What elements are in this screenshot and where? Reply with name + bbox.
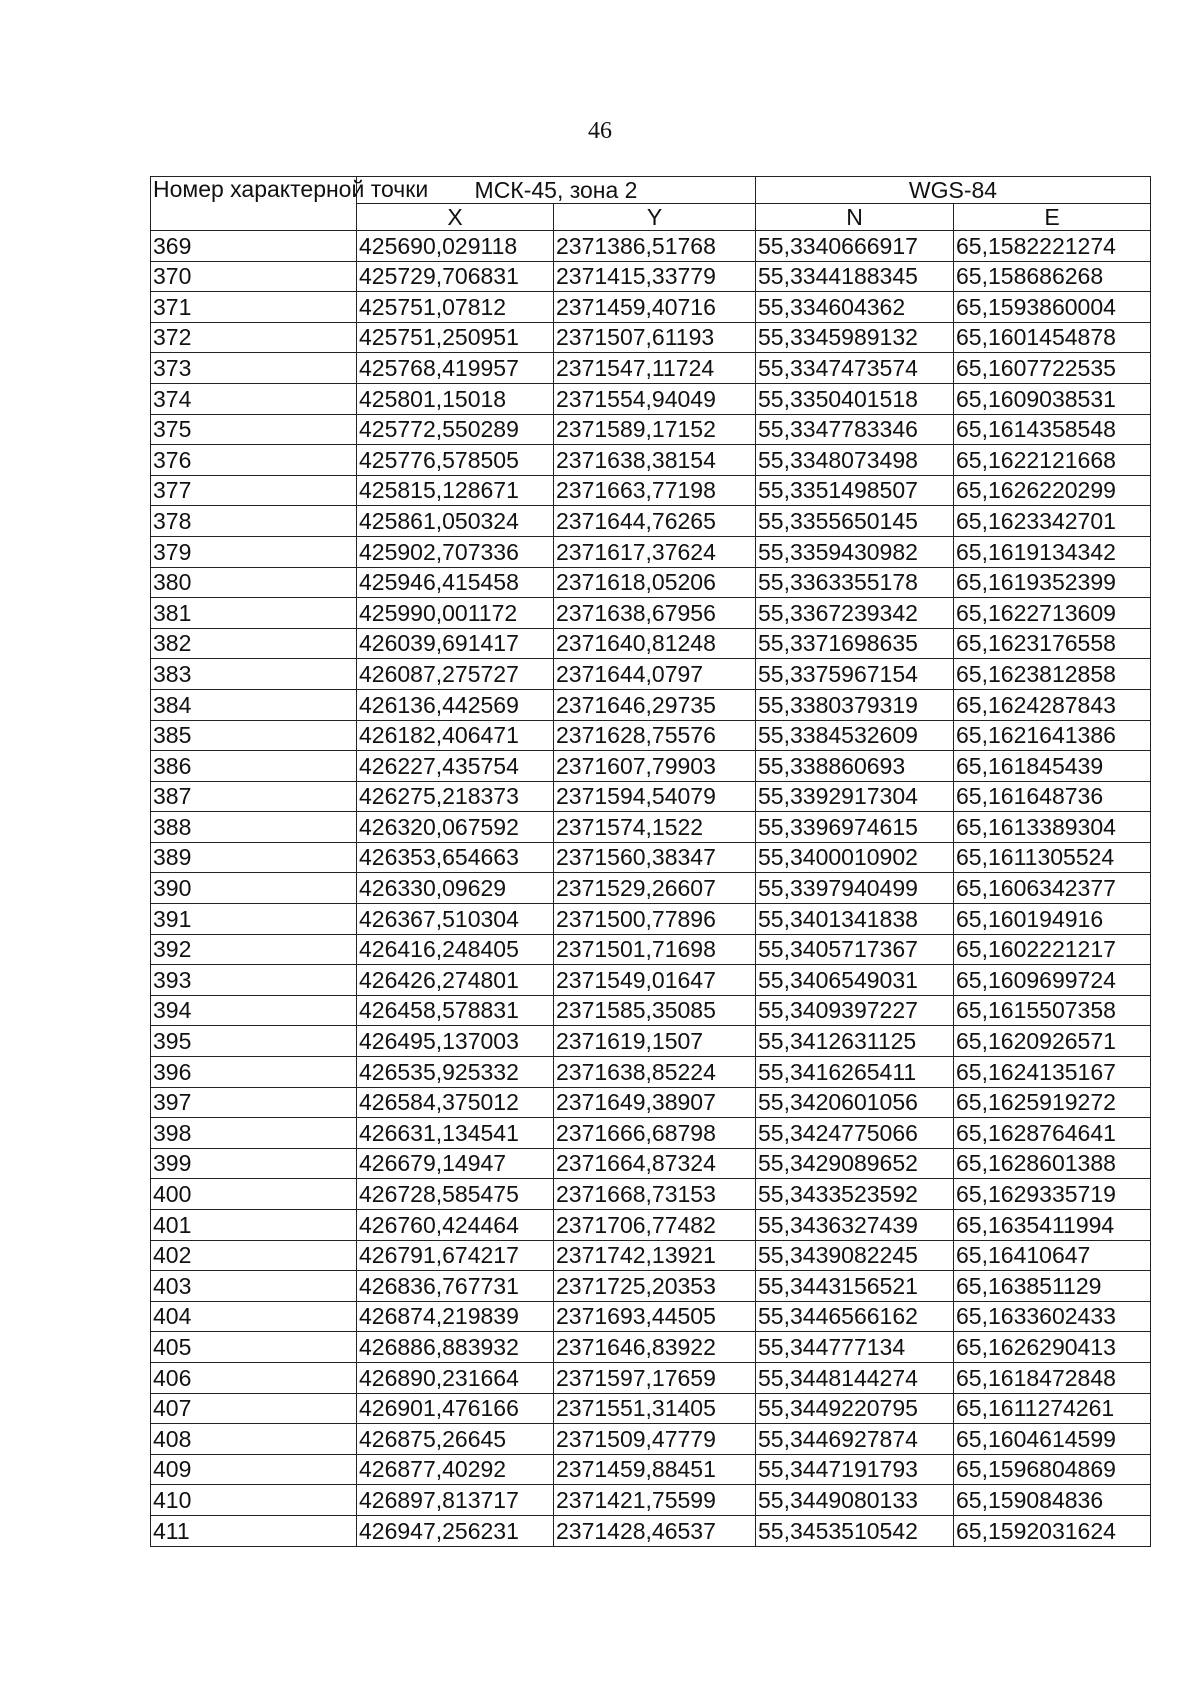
point-number-cell: 380 <box>151 567 357 598</box>
x-cell: 426353,654663 <box>357 842 554 873</box>
table-row <box>151 475 1151 506</box>
x-cell: 426584,375012 <box>357 1087 554 1118</box>
y-cell: 2371646,83922 <box>554 1332 756 1363</box>
point-number-cell: 393 <box>151 965 357 996</box>
n-cell: 55,3340666917 <box>756 231 954 262</box>
table-row <box>151 1057 1151 1088</box>
point-number-cell: 373 <box>151 353 357 384</box>
y-cell: 2371666,68798 <box>554 1118 756 1149</box>
point-number-cell: 398 <box>151 1118 357 1149</box>
point-number-cell: 389 <box>151 842 357 873</box>
point-number-cell: 390 <box>151 873 357 904</box>
n-cell: 55,3443156521 <box>756 1271 954 1302</box>
point-number-cell: 387 <box>151 781 357 812</box>
y-column-header: Y <box>554 204 756 231</box>
x-column-header: X <box>357 204 554 231</box>
y-cell: 2371644,76265 <box>554 506 756 537</box>
x-cell: 426890,231664 <box>357 1362 554 1393</box>
x-cell: 426136,442569 <box>357 689 554 720</box>
point-number-cell: 409 <box>151 1454 357 1485</box>
n-cell: 55,3380379319 <box>756 689 954 720</box>
x-cell: 426458,578831 <box>357 995 554 1026</box>
table-row <box>151 414 1151 445</box>
n-cell: 55,3447191793 <box>756 1454 954 1485</box>
y-cell: 2371607,79903 <box>554 751 756 782</box>
y-cell: 2371547,11724 <box>554 353 756 384</box>
e-cell: 65,1624135167 <box>954 1057 1151 1088</box>
point-number-cell: 395 <box>151 1026 357 1057</box>
x-cell: 426874,219839 <box>357 1301 554 1332</box>
x-cell: 426495,137003 <box>357 1026 554 1057</box>
e-cell: 65,1618472848 <box>954 1362 1151 1393</box>
x-cell: 426947,256231 <box>357 1515 554 1546</box>
n-column-header: N <box>756 204 954 231</box>
e-cell: 65,1620926571 <box>954 1026 1151 1057</box>
e-cell: 65,160194916 <box>954 904 1151 935</box>
table-row <box>151 383 1151 414</box>
n-cell: 55,3409397227 <box>756 995 954 1026</box>
y-cell: 2371617,37624 <box>554 536 756 567</box>
y-cell: 2371554,94049 <box>554 383 756 414</box>
n-cell: 55,3397940499 <box>756 873 954 904</box>
x-cell: 425729,706831 <box>357 261 554 292</box>
point-number-cell: 388 <box>151 812 357 843</box>
table-row <box>151 353 1151 384</box>
point-number-cell: 400 <box>151 1179 357 1210</box>
table-row <box>151 322 1151 353</box>
x-cell: 426330,09629 <box>357 873 554 904</box>
x-cell: 425902,707336 <box>357 536 554 567</box>
table-row <box>151 1362 1151 1393</box>
y-cell: 2371549,01647 <box>554 965 756 996</box>
e-cell: 65,159084836 <box>954 1485 1151 1516</box>
y-cell: 2371529,26607 <box>554 873 756 904</box>
e-cell: 65,1609038531 <box>954 383 1151 414</box>
x-cell: 425768,419957 <box>357 353 554 384</box>
e-cell: 65,1628764641 <box>954 1118 1151 1149</box>
y-cell: 2371415,33779 <box>554 261 756 292</box>
point-number-cell: 369 <box>151 231 357 262</box>
table-row <box>151 812 1151 843</box>
y-cell: 2371646,29735 <box>554 689 756 720</box>
e-cell: 65,1623812858 <box>954 659 1151 690</box>
y-cell: 2371668,73153 <box>554 1179 756 1210</box>
y-cell: 2371574,1522 <box>554 812 756 843</box>
n-cell: 55,3396974615 <box>756 812 954 843</box>
table-row <box>151 292 1151 323</box>
header-row-groups <box>151 177 1151 204</box>
point-number-cell: 372 <box>151 322 357 353</box>
table-row <box>151 842 1151 873</box>
table-row <box>151 1485 1151 1516</box>
table-row <box>151 995 1151 1026</box>
n-cell: 55,3406549031 <box>756 965 954 996</box>
e-cell: 65,1621641386 <box>954 720 1151 751</box>
x-cell: 426426,274801 <box>357 965 554 996</box>
e-column-header: E <box>954 204 1151 231</box>
x-cell: 426886,883932 <box>357 1332 554 1363</box>
y-cell: 2371589,17152 <box>554 414 756 445</box>
point-number-cell: 377 <box>151 475 357 506</box>
y-cell: 2371638,85224 <box>554 1057 756 1088</box>
point-number-cell: 384 <box>151 689 357 720</box>
y-cell: 2371509,47779 <box>554 1424 756 1455</box>
table-row <box>151 1271 1151 1302</box>
point-number-cell: 391 <box>151 904 357 935</box>
point-number-cell: 401 <box>151 1210 357 1241</box>
n-cell: 55,3348073498 <box>756 445 954 476</box>
y-cell: 2371725,20353 <box>554 1271 756 1302</box>
n-cell: 55,3363355178 <box>756 567 954 598</box>
y-cell: 2371664,87324 <box>554 1148 756 1179</box>
n-cell: 55,3344188345 <box>756 261 954 292</box>
point-number-cell: 370 <box>151 261 357 292</box>
n-cell: 55,338860693 <box>756 751 954 782</box>
n-cell: 55,3436327439 <box>756 1210 954 1241</box>
n-cell: 55,3350401518 <box>756 383 954 414</box>
y-cell: 2371594,54079 <box>554 781 756 812</box>
e-cell: 65,16410647 <box>954 1240 1151 1271</box>
e-cell: 65,1601454878 <box>954 322 1151 353</box>
e-cell: 65,1611274261 <box>954 1393 1151 1424</box>
table-row <box>151 689 1151 720</box>
e-cell: 65,158686268 <box>954 261 1151 292</box>
x-cell: 426416,248405 <box>357 934 554 965</box>
e-cell: 65,1628601388 <box>954 1148 1151 1179</box>
e-cell: 65,1596804869 <box>954 1454 1151 1485</box>
x-cell: 426791,674217 <box>357 1240 554 1271</box>
x-cell: 426275,218373 <box>357 781 554 812</box>
e-cell: 65,1592031624 <box>954 1515 1151 1546</box>
y-cell: 2371500,77896 <box>554 904 756 935</box>
x-cell: 426897,813717 <box>357 1485 554 1516</box>
y-cell: 2371742,13921 <box>554 1240 756 1271</box>
n-cell: 55,3375967154 <box>756 659 954 690</box>
e-cell: 65,161845439 <box>954 751 1151 782</box>
x-cell: 426875,26645 <box>357 1424 554 1455</box>
e-cell: 65,161648736 <box>954 781 1151 812</box>
e-cell: 65,1615507358 <box>954 995 1151 1026</box>
x-cell: 426836,767731 <box>357 1271 554 1302</box>
table-row <box>151 1179 1151 1210</box>
x-cell: 426039,691417 <box>357 628 554 659</box>
table-row <box>151 1026 1151 1057</box>
point-number-cell: 394 <box>151 995 357 1026</box>
n-cell: 55,3446566162 <box>756 1301 954 1332</box>
table-row <box>151 934 1151 965</box>
point-number-cell: 379 <box>151 536 357 567</box>
e-cell: 65,1611305524 <box>954 842 1151 873</box>
y-cell: 2371585,35085 <box>554 995 756 1026</box>
e-cell: 65,1635411994 <box>954 1210 1151 1241</box>
n-cell: 55,3439082245 <box>756 1240 954 1271</box>
x-cell: 425815,128671 <box>357 475 554 506</box>
n-cell: 55,3351498507 <box>756 475 954 506</box>
e-cell: 65,1623176558 <box>954 628 1151 659</box>
point-number-cell: 385 <box>151 720 357 751</box>
x-cell: 426320,067592 <box>357 812 554 843</box>
point-number-cell: 410 <box>151 1485 357 1516</box>
n-cell: 55,3367239342 <box>756 598 954 629</box>
table-row <box>151 751 1151 782</box>
table-row <box>151 1148 1151 1179</box>
y-cell: 2371507,61193 <box>554 322 756 353</box>
coordinates-table <box>150 176 1151 1547</box>
point-number-cell: 378 <box>151 506 357 537</box>
y-cell: 2371649,38907 <box>554 1087 756 1118</box>
point-number-cell: 411 <box>151 1515 357 1546</box>
x-cell: 426182,406471 <box>357 720 554 751</box>
e-cell: 65,1609699724 <box>954 965 1151 996</box>
n-cell: 55,3424775066 <box>756 1118 954 1149</box>
table-row <box>151 445 1151 476</box>
point-number-cell: 399 <box>151 1148 357 1179</box>
point-number-cell: 371 <box>151 292 357 323</box>
y-cell: 2371644,0797 <box>554 659 756 690</box>
e-cell: 65,1626220299 <box>954 475 1151 506</box>
n-cell: 55,3429089652 <box>756 1148 954 1179</box>
point-number-cell: 376 <box>151 445 357 476</box>
y-cell: 2371459,88451 <box>554 1454 756 1485</box>
x-cell: 426901,476166 <box>357 1393 554 1424</box>
x-cell: 425861,050324 <box>357 506 554 537</box>
x-cell: 426760,424464 <box>357 1210 554 1241</box>
y-cell: 2371638,38154 <box>554 445 756 476</box>
x-cell: 425690,029118 <box>357 231 554 262</box>
e-cell: 65,1602221217 <box>954 934 1151 965</box>
n-cell: 55,3433523592 <box>756 1179 954 1210</box>
n-cell: 55,3347473574 <box>756 353 954 384</box>
n-cell: 55,3371698635 <box>756 628 954 659</box>
point-number-cell: 383 <box>151 659 357 690</box>
point-number-cell: 403 <box>151 1271 357 1302</box>
e-cell: 65,1607722535 <box>954 353 1151 384</box>
n-cell: 55,3449220795 <box>756 1393 954 1424</box>
point-number-cell: 382 <box>151 628 357 659</box>
y-cell: 2371640,81248 <box>554 628 756 659</box>
table-row <box>151 1240 1151 1271</box>
x-cell: 426227,435754 <box>357 751 554 782</box>
x-cell: 426877,40292 <box>357 1454 554 1485</box>
x-cell: 425751,07812 <box>357 292 554 323</box>
table-row <box>151 1301 1151 1332</box>
point-number-cell: 406 <box>151 1362 357 1393</box>
y-cell: 2371597,17659 <box>554 1362 756 1393</box>
point-number-cell: 374 <box>151 383 357 414</box>
e-cell: 65,1604614599 <box>954 1424 1151 1455</box>
x-cell: 425990,001172 <box>357 598 554 629</box>
e-cell: 65,1619352399 <box>954 567 1151 598</box>
point-number-cell: 408 <box>151 1424 357 1455</box>
table-row <box>151 1210 1151 1241</box>
point-number-cell: 396 <box>151 1057 357 1088</box>
point-number-cell: 405 <box>151 1332 357 1363</box>
table-row <box>151 1118 1151 1149</box>
table-row <box>151 781 1151 812</box>
x-cell: 426679,14947 <box>357 1148 554 1179</box>
n-cell: 55,3448144274 <box>756 1362 954 1393</box>
e-cell: 65,1624287843 <box>954 689 1151 720</box>
table-row <box>151 1332 1151 1363</box>
table-row <box>151 965 1151 996</box>
point-number-header: Номер характерной точки <box>151 177 357 231</box>
point-number-cell: 392 <box>151 934 357 965</box>
x-cell: 426535,925332 <box>357 1057 554 1088</box>
n-cell: 55,3355650145 <box>756 506 954 537</box>
x-cell: 425946,415458 <box>357 567 554 598</box>
table-row <box>151 720 1151 751</box>
y-cell: 2371421,75599 <box>554 1485 756 1516</box>
e-cell: 65,1582221274 <box>954 231 1151 262</box>
x-cell: 426367,510304 <box>357 904 554 935</box>
table-row <box>151 659 1151 690</box>
y-cell: 2371638,67956 <box>554 598 756 629</box>
point-number-cell: 407 <box>151 1393 357 1424</box>
table-row <box>151 231 1151 262</box>
n-cell: 55,3420601056 <box>756 1087 954 1118</box>
n-cell: 55,3400010902 <box>756 842 954 873</box>
y-cell: 2371693,44505 <box>554 1301 756 1332</box>
n-cell: 55,3384532609 <box>756 720 954 751</box>
table-row <box>151 1515 1151 1546</box>
x-cell: 425772,550289 <box>357 414 554 445</box>
y-cell: 2371618,05206 <box>554 567 756 598</box>
e-cell: 65,1629335719 <box>954 1179 1151 1210</box>
n-cell: 55,3405717367 <box>756 934 954 965</box>
point-number-cell: 397 <box>151 1087 357 1118</box>
table-row <box>151 261 1151 292</box>
y-cell: 2371628,75576 <box>554 720 756 751</box>
n-cell: 55,3345989132 <box>756 322 954 353</box>
point-number-cell: 381 <box>151 598 357 629</box>
x-cell: 426631,134541 <box>357 1118 554 1149</box>
n-cell: 55,3347783346 <box>756 414 954 445</box>
e-cell: 65,1625919272 <box>954 1087 1151 1118</box>
wgs-group-header: WGS-84 <box>756 177 1151 204</box>
n-cell: 55,334604362 <box>756 292 954 323</box>
table-row <box>151 1087 1151 1118</box>
y-cell: 2371386,51768 <box>554 231 756 262</box>
e-cell: 65,1622713609 <box>954 598 1151 629</box>
n-cell: 55,3453510542 <box>756 1515 954 1546</box>
e-cell: 65,1614358548 <box>954 414 1151 445</box>
n-cell: 55,3401341838 <box>756 904 954 935</box>
point-number-cell: 386 <box>151 751 357 782</box>
e-cell: 65,1613389304 <box>954 812 1151 843</box>
n-cell: 55,3392917304 <box>756 781 954 812</box>
n-cell: 55,344777134 <box>756 1332 954 1363</box>
n-cell: 55,3412631125 <box>756 1026 954 1057</box>
table-row <box>151 1393 1151 1424</box>
page-number: 46 <box>588 118 612 144</box>
y-cell: 2371706,77482 <box>554 1210 756 1241</box>
x-cell: 425751,250951 <box>357 322 554 353</box>
table-row <box>151 904 1151 935</box>
x-cell: 425801,15018 <box>357 383 554 414</box>
e-cell: 65,1622121668 <box>954 445 1151 476</box>
e-cell: 65,1606342377 <box>954 873 1151 904</box>
y-cell: 2371501,71698 <box>554 934 756 965</box>
table-body <box>151 231 1151 1547</box>
y-cell: 2371551,31405 <box>554 1393 756 1424</box>
e-cell: 65,1633602433 <box>954 1301 1151 1332</box>
n-cell: 55,3359430982 <box>756 536 954 567</box>
msk-group-header: МСК-45, зона 2 <box>357 177 756 204</box>
e-cell: 65,1593860004 <box>954 292 1151 323</box>
y-cell: 2371663,77198 <box>554 475 756 506</box>
e-cell: 65,1623342701 <box>954 506 1151 537</box>
point-number-cell: 402 <box>151 1240 357 1271</box>
table-row <box>151 628 1151 659</box>
n-cell: 55,3446927874 <box>756 1424 954 1455</box>
n-cell: 55,3416265411 <box>756 1057 954 1088</box>
y-cell: 2371428,46537 <box>554 1515 756 1546</box>
point-number-cell: 375 <box>151 414 357 445</box>
x-cell: 426728,585475 <box>357 1179 554 1210</box>
table-row <box>151 1454 1151 1485</box>
y-cell: 2371619,1507 <box>554 1026 756 1057</box>
table-row <box>151 567 1151 598</box>
y-cell: 2371459,40716 <box>554 292 756 323</box>
table-row <box>151 506 1151 537</box>
table-row <box>151 873 1151 904</box>
table-row <box>151 598 1151 629</box>
table-row <box>151 536 1151 567</box>
e-cell: 65,163851129 <box>954 1271 1151 1302</box>
x-cell: 426087,275727 <box>357 659 554 690</box>
point-number-cell: 404 <box>151 1301 357 1332</box>
e-cell: 65,1626290413 <box>954 1332 1151 1363</box>
n-cell: 55,3449080133 <box>756 1485 954 1516</box>
x-cell: 425776,578505 <box>357 445 554 476</box>
y-cell: 2371560,38347 <box>554 842 756 873</box>
e-cell: 65,1619134342 <box>954 536 1151 567</box>
table-row <box>151 1424 1151 1455</box>
